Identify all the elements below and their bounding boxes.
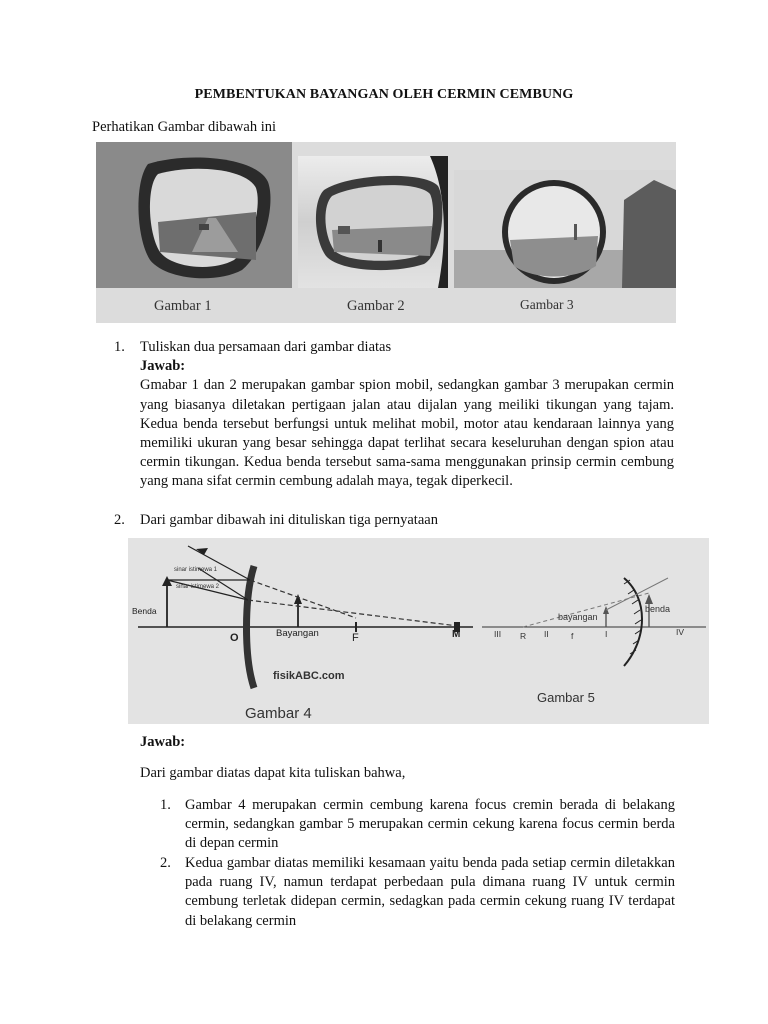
question-2-text: Dari gambar dibawah ini dituliskan tiga pernyataan	[140, 512, 438, 528]
document-title: PEMBENTUKAN BAYANGAN OLEH CERMIN CEMBUNG	[194, 87, 574, 102]
question-1	[114, 338, 674, 492]
answer-2-item-1	[160, 796, 675, 854]
fig5-label-benda: benda	[645, 604, 671, 614]
answer-2-item-1-text: Gambar 4 merupakan cermin cembung karena focus cremin berada di belakang cermin, sedangkan gambar 5 merupakan cermin cekung karena focus cermin berda di depan cermin	[185, 797, 675, 852]
question-1-answer-label: Jawab:	[140, 358, 186, 375]
fig5-ruang-iv: IV	[676, 627, 685, 637]
fig4-label-f: F	[352, 632, 359, 644]
fig5-label-bayangan: bayangan	[558, 612, 598, 622]
fig5-ruang-i: I	[605, 629, 608, 639]
answer-2-item-2-text: Kedua gambar diatas memiliki kesamaan yaitu benda pada setiap cermin diletakkan pada ruang IV, namun terdapat perbedaan pula dimana ruang IV untuk cermin cembung terletak didepan cermin, sedagkan pada cermin cekung ruang IV terdapat di belakang cermin	[185, 855, 675, 929]
question-1-answer: Gmabar 1 dan 2 merupakan gambar spion mobil, sedangkan gambar 3 merupakan cermin yang biasanya diletakan pertigaan jalan atau dijalan yang meiliki tikungan yang tajam. Kedua benda tersebut berfungsi untuk melihat mobil, motor atau kendaraan lainnya yang memiliki ukuran yang besar sehingga dapat terlihat secara keseluruhan dengan spion atau cermin tikungan. Kedua benda tersebut sama-sama menggunakan prinsip cermin cembung yang mana sifat cermin cembung adalah maya, tegak diperkecil.	[140, 377, 674, 490]
fig5-ruang-iii: III	[494, 629, 502, 639]
question-2	[114, 511, 674, 530]
fig5-ruang-ii: II	[544, 629, 549, 639]
fig4-label-bayangan: Bayangan	[276, 628, 319, 639]
answer-2-item-1-number: 1.	[160, 797, 171, 813]
question-2-number: 2.	[114, 512, 125, 528]
fig4-ray-labels	[174, 567, 220, 590]
fig5-point-f: f	[571, 631, 574, 641]
fig5-caption: Gambar 5	[537, 690, 595, 705]
fig5-point-r: R	[520, 631, 527, 641]
fig4-label-benda: Benda	[132, 606, 157, 616]
question-1-number: 1.	[114, 339, 125, 355]
fig4-ray-label-1: sinar istimewa 1	[174, 567, 218, 573]
intro-text: Perhatikan Gambar dibawah ini	[92, 119, 277, 135]
answer-2-item-2	[160, 854, 675, 931]
fig4-watermark: fisikABC.com	[273, 670, 345, 682]
fig4-caption: Gambar 4	[245, 705, 312, 722]
answer-2-item-2-number: 2.	[160, 855, 171, 871]
mirror-ray-diagram	[128, 538, 709, 724]
fig4-label-m: M	[452, 629, 461, 640]
question-1-text: Tuliskan dua persamaan dari gambar diatas	[140, 339, 392, 355]
side-mirror-photo-2	[298, 156, 448, 288]
caption-gambar-1: Gambar 1	[154, 298, 212, 314]
fig4-label-o: O	[230, 632, 239, 644]
answer-2-label: Jawab:	[140, 734, 186, 750]
fig4-ray-label-2: sinar istimewa 2	[176, 584, 220, 590]
side-mirror-photo-1	[96, 142, 292, 288]
answer-2-lead: Dari gambar diatas dapat kita tuliskan bahwa,	[140, 765, 406, 781]
caption-gambar-2: Gambar 2	[347, 298, 405, 314]
mirror-photo-strip	[96, 142, 676, 323]
road-convex-mirror-photo	[454, 170, 676, 288]
caption-gambar-3: Gambar 3	[520, 297, 574, 312]
